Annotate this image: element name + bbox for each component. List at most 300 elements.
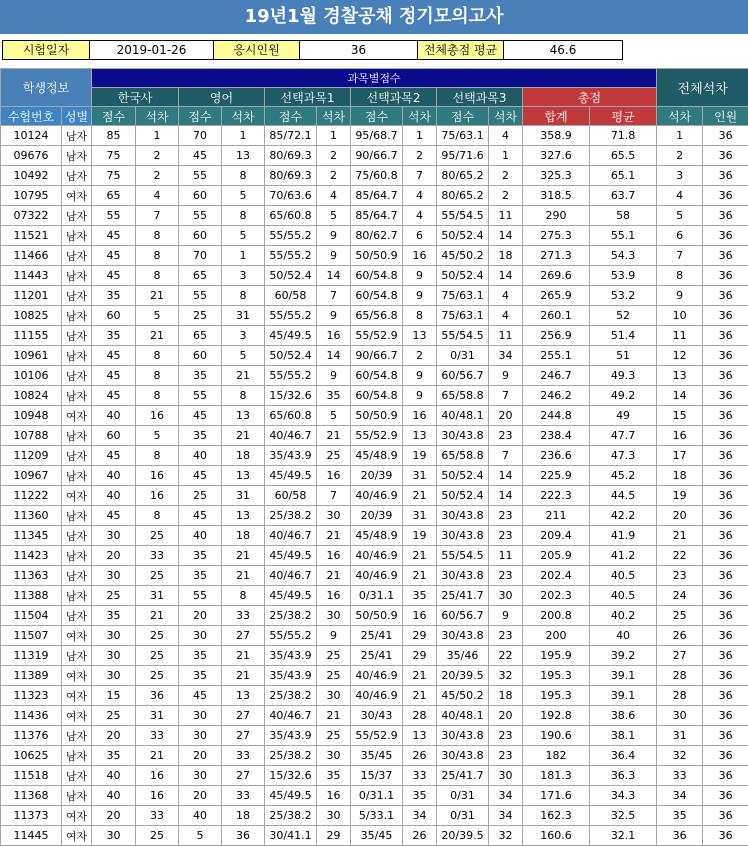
cell-overall-rank: 20: [657, 506, 703, 526]
cell-gender: 남자: [62, 766, 92, 786]
cell-elective-3-score: 40/48.1: [437, 706, 489, 726]
cell-elective-3-score: 45/50.2: [437, 686, 489, 706]
cell-exam-number: 10961: [1, 346, 62, 366]
cell-elective-1-rank: 16: [317, 546, 351, 566]
cell-english-rank: 27: [222, 706, 265, 726]
column-header-average: 평균: [590, 107, 657, 126]
cell-elective-2-rank: 34: [403, 806, 437, 826]
cell-english-rank: 21: [222, 366, 265, 386]
cell-exam-number: 11209: [1, 446, 62, 466]
cell-elective-2-rank: 2: [403, 146, 437, 166]
table-row: [1, 746, 748, 766]
cell-elective-2-rank: 19: [403, 446, 437, 466]
cell-elective-2-score: 50/50.9: [351, 406, 403, 426]
cell-exam-number: 11423: [1, 546, 62, 566]
cell-total-average: 36.4: [590, 746, 657, 766]
cell-english-rank: 13: [222, 146, 265, 166]
cell-elective-1-score: 35/43.9: [265, 646, 317, 666]
cell-english-score: 65: [179, 326, 222, 346]
student-info-header: 학생정보: [1, 69, 92, 107]
cell-elective-3-rank: 1: [489, 146, 523, 166]
cell-korean-history-rank: 31: [136, 586, 179, 606]
cell-gender: 여자: [62, 626, 92, 646]
cell-examinee-count: 36: [703, 286, 748, 306]
cell-exam-number: 10492: [1, 166, 62, 186]
cell-gender: 남자: [62, 606, 92, 626]
cell-total-sum: 325.3: [523, 166, 590, 186]
cell-overall-rank: 26: [657, 626, 703, 646]
cell-elective-2-rank: 33: [403, 766, 437, 786]
cell-elective-3-rank: 14: [489, 486, 523, 506]
cell-elective-1-rank: 25: [317, 446, 351, 466]
cell-elective-1-rank: 5: [317, 406, 351, 426]
cell-exam-number: 11368: [1, 786, 62, 806]
cell-elective-2-score: 85/64.7: [351, 206, 403, 226]
cell-elective-3-rank: 23: [489, 426, 523, 446]
cell-english-rank: 33: [222, 786, 265, 806]
cell-overall-rank: 18: [657, 466, 703, 486]
cell-elective-1-rank: 25: [317, 646, 351, 666]
cell-elective-3-score: 50/52.4: [437, 226, 489, 246]
cell-elective-2-score: 60/54.8: [351, 386, 403, 406]
cell-korean-history-rank: 16: [136, 406, 179, 426]
cell-korean-history-score: 45: [92, 446, 136, 466]
cell-elective-2-rank: 16: [403, 406, 437, 426]
cell-elective-3-rank: 14: [489, 266, 523, 286]
cell-english-score: 30: [179, 726, 222, 746]
cell-total-average: 53.9: [590, 266, 657, 286]
cell-elective-2-rank: 4: [403, 186, 437, 206]
cell-total-average: 45.2: [590, 466, 657, 486]
cell-korean-history-score: 55: [92, 206, 136, 226]
cell-exam-number: 11436: [1, 706, 62, 726]
table-row: [1, 246, 748, 266]
cell-english-rank: 1: [222, 126, 265, 146]
cell-total-average: 51.4: [590, 326, 657, 346]
cell-gender: 남자: [62, 566, 92, 586]
table-row: [1, 146, 748, 166]
cell-english-score: 45: [179, 406, 222, 426]
cell-elective-2-rank: 13: [403, 326, 437, 346]
cell-gender: 남자: [62, 306, 92, 326]
cell-elective-1-rank: 16: [317, 786, 351, 806]
cell-examinee-count: 36: [703, 426, 748, 446]
cell-elective-1-rank: 9: [317, 366, 351, 386]
cell-elective-1-rank: 21: [317, 566, 351, 586]
cell-examinee-count: 36: [703, 506, 748, 526]
cell-elective-1-score: 25/38.2: [265, 606, 317, 626]
cell-korean-history-rank: 8: [136, 226, 179, 246]
cell-total-sum: 202.3: [523, 586, 590, 606]
cell-korean-history-score: 35: [92, 326, 136, 346]
cell-elective-2-score: 40/46.9: [351, 486, 403, 506]
cell-english-score: 5: [179, 826, 222, 846]
cell-elective-1-rank: 25: [317, 666, 351, 686]
cell-elective-2-rank: 13: [403, 726, 437, 746]
cell-examinee-count: 36: [703, 586, 748, 606]
cell-gender: 여자: [62, 826, 92, 846]
total-header: 총점: [523, 88, 657, 107]
cell-elective-2-rank: 8: [403, 306, 437, 326]
table-row: [1, 446, 748, 466]
cell-korean-history-score: 45: [92, 246, 136, 266]
cell-elective-2-rank: 26: [403, 826, 437, 846]
cell-korean-history-score: 45: [92, 366, 136, 386]
cell-korean-history-rank: 16: [136, 466, 179, 486]
exam-info-row: [2, 40, 623, 60]
cell-total-sum: 205.9: [523, 546, 590, 566]
table-row: [1, 526, 748, 546]
cell-elective-2-score: 50/50.9: [351, 606, 403, 626]
cell-total-sum: 246.2: [523, 386, 590, 406]
cell-english-score: 40: [179, 446, 222, 466]
cell-korean-history-rank: 25: [136, 646, 179, 666]
cell-overall-rank: 17: [657, 446, 703, 466]
cell-exam-number: 11222: [1, 486, 62, 506]
cell-exam-number: 10948: [1, 406, 62, 426]
cell-english-rank: 33: [222, 746, 265, 766]
cell-elective-3-rank: 30: [489, 586, 523, 606]
cell-total-average: 44.5: [590, 486, 657, 506]
cell-elective-3-rank: 7: [489, 446, 523, 466]
cell-exam-number: 10788: [1, 426, 62, 446]
cell-total-average: 39.1: [590, 666, 657, 686]
cell-elective-1-rank: 14: [317, 346, 351, 366]
cell-elective-3-score: 50/52.4: [437, 266, 489, 286]
cell-elective-1-rank: 35: [317, 766, 351, 786]
cell-total-average: 38.6: [590, 706, 657, 726]
cell-english-score: 20: [179, 786, 222, 806]
cell-total-average: 54.3: [590, 246, 657, 266]
cell-total-average: 40.5: [590, 586, 657, 606]
cell-gender: 여자: [62, 486, 92, 506]
cell-korean-history-rank: 8: [136, 446, 179, 466]
cell-elective-3-rank: 23: [489, 746, 523, 766]
cell-elective-1-score: 30/41.1: [265, 826, 317, 846]
cell-gender: 남자: [62, 746, 92, 766]
cell-english-score: 40: [179, 806, 222, 826]
cell-elective-3-score: 30/43.8: [437, 626, 489, 646]
cell-elective-1-score: 80/69.3: [265, 146, 317, 166]
cell-korean-history-score: 85: [92, 126, 136, 146]
cell-english-score: 35: [179, 666, 222, 686]
cell-korean-history-score: 45: [92, 506, 136, 526]
cell-elective-2-score: 95/68.7: [351, 126, 403, 146]
cell-english-score: 20: [179, 606, 222, 626]
cell-elective-3-score: 65/58.8: [437, 386, 489, 406]
cell-total-average: 49.3: [590, 366, 657, 386]
cell-exam-number: 11388: [1, 586, 62, 606]
cell-elective-3-rank: 11: [489, 326, 523, 346]
column-header-score: 점수: [351, 107, 403, 126]
cell-korean-history-rank: 1: [136, 126, 179, 146]
cell-exam-number: 10825: [1, 306, 62, 326]
cell-elective-2-score: 60/54.8: [351, 366, 403, 386]
cell-exam-number: 11443: [1, 266, 62, 286]
cell-korean-history-score: 35: [92, 606, 136, 626]
cell-elective-3-rank: 32: [489, 666, 523, 686]
table-row: [1, 406, 748, 426]
cell-korean-history-score: 35: [92, 286, 136, 306]
cell-total-average: 52: [590, 306, 657, 326]
cell-elective-1-rank: 9: [317, 246, 351, 266]
cell-elective-3-score: 30/43.8: [437, 746, 489, 766]
cell-english-rank: 31: [222, 486, 265, 506]
cell-elective-3-rank: 23: [489, 626, 523, 646]
cell-elective-2-rank: 21: [403, 566, 437, 586]
cell-korean-history-score: 75: [92, 146, 136, 166]
cell-total-average: 49: [590, 406, 657, 426]
subject-header-korean-history: 한국사: [92, 88, 179, 107]
cell-english-rank: 21: [222, 426, 265, 446]
cell-korean-history-rank: 5: [136, 426, 179, 446]
cell-elective-1-score: 35/43.9: [265, 726, 317, 746]
cell-korean-history-rank: 2: [136, 146, 179, 166]
cell-total-average: 40.5: [590, 566, 657, 586]
cell-korean-history-rank: 8: [136, 346, 179, 366]
cell-elective-3-rank: 23: [489, 506, 523, 526]
cell-elective-3-score: 45/50.2: [437, 246, 489, 266]
cell-overall-rank: 21: [657, 526, 703, 546]
cell-total-sum: 246.7: [523, 366, 590, 386]
cell-overall-rank: 12: [657, 346, 703, 366]
cell-examinee-count: 36: [703, 346, 748, 366]
cell-english-score: 65: [179, 266, 222, 286]
cell-exam-number: 11507: [1, 626, 62, 646]
examinee-count-value: 36: [299, 40, 418, 60]
cell-elective-3-score: 0/31: [437, 786, 489, 806]
cell-overall-rank: 14: [657, 386, 703, 406]
cell-korean-history-score: 40: [92, 786, 136, 806]
cell-overall-rank: 25: [657, 606, 703, 626]
cell-english-rank: 18: [222, 806, 265, 826]
cell-elective-3-score: 30/43.8: [437, 426, 489, 446]
cell-english-score: 55: [179, 206, 222, 226]
cell-elective-2-rank: 28: [403, 706, 437, 726]
cell-elective-3-score: 30/43.8: [437, 506, 489, 526]
cell-elective-3-score: 0/31: [437, 346, 489, 366]
examinee-count-label: 응시인원: [213, 40, 300, 60]
cell-korean-history-rank: 31: [136, 706, 179, 726]
cell-gender: 남자: [62, 126, 92, 146]
cell-total-sum: 265.9: [523, 286, 590, 306]
cell-examinee-count: 36: [703, 266, 748, 286]
cell-elective-3-score: 0/31: [437, 806, 489, 826]
cell-gender: 남자: [62, 426, 92, 446]
cell-elective-3-rank: 18: [489, 246, 523, 266]
cell-korean-history-rank: 25: [136, 666, 179, 686]
cell-elective-3-rank: 7: [489, 386, 523, 406]
cell-elective-1-rank: 2: [317, 146, 351, 166]
cell-elective-1-rank: 9: [317, 306, 351, 326]
cell-overall-rank: 1: [657, 126, 703, 146]
table-row: [1, 786, 748, 806]
cell-elective-2-rank: 16: [403, 246, 437, 266]
cell-english-score: 40: [179, 526, 222, 546]
cell-korean-history-score: 40: [92, 486, 136, 506]
cell-korean-history-score: 25: [92, 706, 136, 726]
cell-total-sum: 182: [523, 746, 590, 766]
cell-elective-2-score: 40/46.9: [351, 546, 403, 566]
cell-elective-3-score: 20/39.5: [437, 666, 489, 686]
cell-elective-1-score: 40/46.7: [265, 526, 317, 546]
cell-elective-3-score: 25/41.7: [437, 766, 489, 786]
cell-total-average: 38.1: [590, 726, 657, 746]
cell-elective-3-score: 60/56.7: [437, 606, 489, 626]
cell-examinee-count: 36: [703, 146, 748, 166]
cell-elective-1-rank: 21: [317, 426, 351, 446]
cell-elective-2-rank: 21: [403, 686, 437, 706]
cell-total-average: 39.1: [590, 686, 657, 706]
cell-overall-rank: 3: [657, 166, 703, 186]
cell-english-rank: 8: [222, 166, 265, 186]
cell-korean-history-rank: 25: [136, 626, 179, 646]
cell-korean-history-rank: 25: [136, 566, 179, 586]
cell-examinee-count: 36: [703, 406, 748, 426]
cell-english-score: 70: [179, 246, 222, 266]
cell-gender: 여자: [62, 406, 92, 426]
cell-gender: 여자: [62, 806, 92, 826]
subject-header-elective-3: 선택과목3: [437, 88, 523, 107]
cell-gender: 남자: [62, 466, 92, 486]
cell-english-score: 60: [179, 346, 222, 366]
cell-korean-history-rank: 8: [136, 246, 179, 266]
cell-english-rank: 8: [222, 206, 265, 226]
cell-english-score: 35: [179, 546, 222, 566]
cell-elective-1-rank: 30: [317, 746, 351, 766]
cell-korean-history-rank: 25: [136, 826, 179, 846]
cell-total-sum: 200.8: [523, 606, 590, 626]
cell-elective-2-score: 40/46.9: [351, 566, 403, 586]
cell-korean-history-rank: 21: [136, 746, 179, 766]
cell-elective-1-rank: 29: [317, 826, 351, 846]
cell-examinee-count: 36: [703, 746, 748, 766]
cell-elective-1-rank: 25: [317, 726, 351, 746]
cell-gender: 남자: [62, 266, 92, 286]
total-average-value: 46.6: [503, 40, 623, 60]
cell-korean-history-rank: 8: [136, 266, 179, 286]
cell-elective-3-rank: 34: [489, 806, 523, 826]
cell-exam-number: 11373: [1, 806, 62, 826]
cell-elective-3-score: 35/46: [437, 646, 489, 666]
cell-elective-3-rank: 30: [489, 766, 523, 786]
cell-examinee-count: 36: [703, 546, 748, 566]
cell-elective-3-score: 80/65.2: [437, 166, 489, 186]
cell-gender: 남자: [62, 246, 92, 266]
cell-elective-1-rank: 16: [317, 466, 351, 486]
cell-gender: 남자: [62, 586, 92, 606]
cell-total-sum: 255.1: [523, 346, 590, 366]
cell-elective-1-rank: 30: [317, 506, 351, 526]
cell-elective-2-rank: 35: [403, 786, 437, 806]
cell-elective-2-score: 20/39: [351, 506, 403, 526]
cell-korean-history-score: 75: [92, 166, 136, 186]
cell-total-average: 39.2: [590, 646, 657, 666]
table-row: [1, 126, 748, 146]
cell-elective-3-rank: 4: [489, 306, 523, 326]
cell-elective-2-rank: 1: [403, 126, 437, 146]
cell-korean-history-score: 25: [92, 586, 136, 606]
cell-elective-1-rank: 21: [317, 706, 351, 726]
cell-elective-1-score: 45/49.5: [265, 546, 317, 566]
column-header-score: 점수: [437, 107, 489, 126]
cell-overall-rank: 5: [657, 206, 703, 226]
cell-total-sum: 256.9: [523, 326, 590, 346]
cell-examinee-count: 36: [703, 806, 748, 826]
cell-elective-1-score: 40/46.7: [265, 706, 317, 726]
cell-english-score: 30: [179, 626, 222, 646]
cell-elective-1-rank: 9: [317, 626, 351, 646]
cell-overall-rank: 23: [657, 566, 703, 586]
cell-korean-history-rank: 25: [136, 526, 179, 546]
cell-elective-3-score: 55/54.5: [437, 206, 489, 226]
cell-examinee-count: 36: [703, 606, 748, 626]
cell-examinee-count: 36: [703, 566, 748, 586]
cell-examinee-count: 36: [703, 526, 748, 546]
cell-gender: 여자: [62, 706, 92, 726]
column-header-exam-number: 수험번호: [1, 107, 62, 126]
cell-elective-3-score: 30/43.8: [437, 566, 489, 586]
cell-total-sum: 209.4: [523, 526, 590, 546]
cell-elective-3-score: 50/52.4: [437, 486, 489, 506]
cell-overall-rank: 9: [657, 286, 703, 306]
cell-elective-1-rank: 1: [317, 126, 351, 146]
cell-gender: 남자: [62, 146, 92, 166]
cell-elective-2-rank: 9: [403, 366, 437, 386]
cell-elective-2-score: 35/45: [351, 746, 403, 766]
cell-elective-3-rank: 2: [489, 166, 523, 186]
cell-korean-history-score: 45: [92, 266, 136, 286]
cell-total-sum: 275.3: [523, 226, 590, 246]
cell-exam-number: 11323: [1, 686, 62, 706]
cell-english-score: 45: [179, 466, 222, 486]
cell-english-rank: 36: [222, 826, 265, 846]
cell-english-rank: 21: [222, 666, 265, 686]
cell-elective-1-rank: 30: [317, 606, 351, 626]
cell-total-average: 55.1: [590, 226, 657, 246]
cell-exam-number: 11155: [1, 326, 62, 346]
cell-overall-rank: 22: [657, 546, 703, 566]
table-row: [1, 206, 748, 226]
subject-header-elective-1: 선택과목1: [265, 88, 351, 107]
column-header-rank: 석차: [403, 107, 437, 126]
cell-english-rank: 3: [222, 266, 265, 286]
cell-elective-2-score: 30/43: [351, 706, 403, 726]
cell-korean-history-rank: 7: [136, 206, 179, 226]
cell-overall-rank: 28: [657, 686, 703, 706]
cell-total-average: 41.9: [590, 526, 657, 546]
cell-exam-number: 11466: [1, 246, 62, 266]
page-title: 19년1월 경찰공채 정기모의고사: [0, 0, 748, 34]
cell-gender: 남자: [62, 386, 92, 406]
cell-korean-history-rank: 8: [136, 366, 179, 386]
cell-gender: 남자: [62, 366, 92, 386]
subject-scores-header: 과목별점수: [92, 69, 657, 88]
cell-korean-history-rank: 33: [136, 806, 179, 826]
column-header-score: 점수: [265, 107, 317, 126]
cell-elective-3-score: 55/54.5: [437, 326, 489, 346]
table-row: [1, 166, 748, 186]
cell-overall-rank: 11: [657, 326, 703, 346]
cell-gender: 남자: [62, 646, 92, 666]
cell-elective-2-score: 90/66.7: [351, 146, 403, 166]
cell-english-rank: 8: [222, 386, 265, 406]
cell-gender: 남자: [62, 226, 92, 246]
cell-exam-number: 10967: [1, 466, 62, 486]
cell-english-rank: 13: [222, 686, 265, 706]
cell-english-score: 55: [179, 586, 222, 606]
cell-english-score: 55: [179, 166, 222, 186]
